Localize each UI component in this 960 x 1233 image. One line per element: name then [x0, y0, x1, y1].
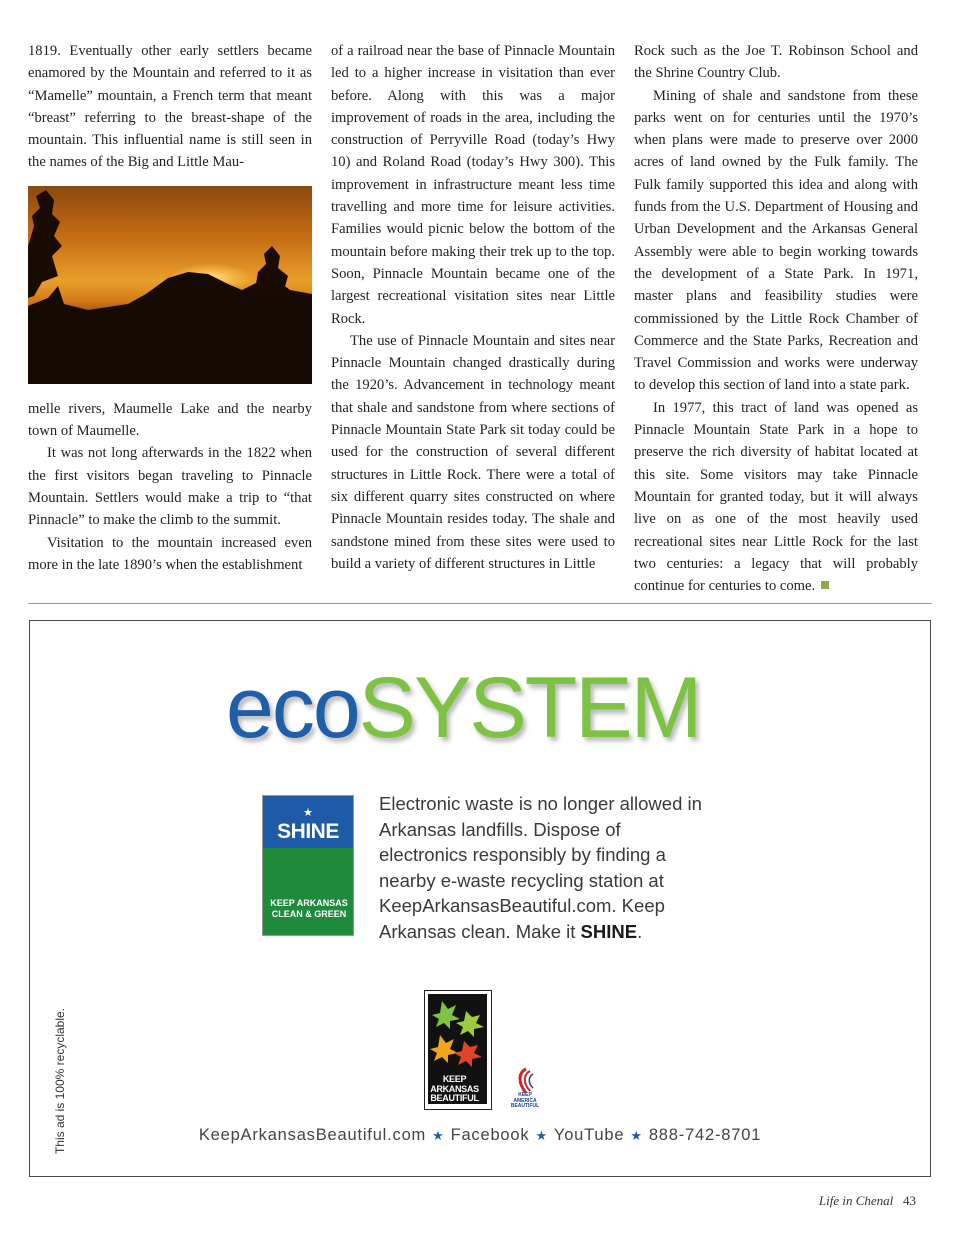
article-paragraph-last	[634, 397, 918, 598]
shine-logo	[262, 795, 354, 936]
facebook-link[interactable]: Facebook	[450, 1126, 530, 1144]
shine-tagline: KEEP ARKANSAS CLEAN & GREEN	[270, 898, 348, 919]
article-paragraph: Rock such as the Joe T. Robinson School and the Shrine Country Club.	[634, 43, 918, 82]
ad-body-text: Electronic waste is no longer allowed in Arkansas landfills. Dispose of electronics responsibly by finding a nearby e-waste recycling station at KeepArkansasBeautiful.com. Keep Arkansas clean. Make it SHINE.	[379, 793, 702, 942]
kam-wordmark: KEEP AMERICA BEAUTIFUL	[510, 1092, 540, 1109]
article-column-3	[634, 40, 918, 597]
article-paragraph: Mining of shale and sandstone from these parks went on for centuries until the 1970’s when plans were made to preserve over 2000 acres of land owned by the Fulk family. The Fulk family supported this idea and along with funds from the U.S. Department of Housing and Urban Development and the Arkansas General Assembly were able to begin working towards the development of a State Park. In 1971, master plans and feasibility studies were commissioned by the Little Rock Chamber of Commerce and the State Parks, Recreation and Travel Commission and works were underway to develop this section of land into a state park.	[634, 87, 918, 394]
kab-wordmark: KEEP ARKANSAS BEAUTIFUL	[430, 1074, 479, 1103]
headline-eco: eco	[226, 660, 359, 756]
star-icon: ★	[303, 807, 313, 819]
ecosystem-advertisement	[29, 620, 931, 1177]
sunset-mountain-photo	[28, 186, 312, 384]
recyclable-note: This ad is 100% recyclable.	[53, 1007, 67, 1155]
mountain-silhouette	[28, 186, 312, 384]
headline-system: SYSTEM	[358, 660, 701, 756]
article-paragraph: It was not long afterwards in the 1822 when the first visitors began traveling to Pinnacle Mountain. Settlers would make a trip to “that Pinnacle” to make the climb to the summit.	[28, 445, 312, 529]
leaves-icon	[428, 995, 488, 1075]
article-text: In 1977, this tract of land was opened as Pinnacle Mountain State Park in a hope to preserve the rich diversity of habitat located at this site. Some visitors may take Pinnacle Mountain for granted today, but it will always live on as one of the most heavily used recreational sites near Little Rock for the last two centuries: a legacy that will probably continue for centuries to come.	[634, 399, 918, 595]
ad-headline	[226, 660, 701, 756]
publication-name: Life in Chenal	[818, 1193, 894, 1208]
article-paragraph: melle rivers, Maumelle Lake and the nearby town of Maumelle.	[28, 400, 312, 440]
keep-arkansas-beautiful-logo	[424, 990, 492, 1110]
article-paragraph: 1819. Eventually other early settlers became enamored by the Mountain and referred to it as “Mamelle” mountain, a French term that meant “breast” referring to the breast-shape of the mountain. This influential name is still seen in the names of the Big and Little Mau-	[28, 43, 312, 171]
keep-america-beautiful-logo	[508, 1067, 542, 1109]
article-paragraph: of a railroad near the base of Pinnacle Mountain led to a higher increase in visitation than ever before. Along with this was a major improvement of roads in the area, including the construction of Perryville Road (today’s Hwy 10) and Roland Road (today’s Hwy 300). This improvement in infrastructure meant less time travelling and more time for leisure activities. Families would picnic below the bottom of the mountain before making their trek up to the top. Soon, Pinnacle Mountain became one of the largest recreational visitation sites near Little Rock.	[331, 43, 615, 327]
flag-swoosh-icon	[508, 1067, 542, 1095]
shine-wordmark: SHINE	[277, 820, 339, 843]
page-folio	[819, 1193, 916, 1209]
article-column-2	[331, 40, 615, 575]
article-paragraph: Visitation to the mountain increased even more in the late 1890’s when the establishment	[28, 534, 312, 573]
ad-contact-line	[30, 1126, 930, 1145]
shine-emphasis: SHINE	[580, 920, 638, 942]
star-icon: ★	[630, 1128, 643, 1143]
website-link[interactable]: KeepArkansasBeautiful.com	[198, 1126, 427, 1144]
star-icon: ★	[432, 1128, 445, 1143]
star-icon: ★	[535, 1128, 548, 1143]
article-column-1	[28, 40, 312, 576]
end-mark-icon	[821, 581, 829, 589]
article-paragraph: The use of Pinnacle Mountain and sites near Pinnacle Mountain changed drastically during the 1920’s. Advancement in technology meant that shale and sandstone from where sections of Pinnacle Mountain State Park sit today could be used for the construction of several different structures in Little Rock. There were a total of six different quarry sites constructed on where Pinnacle Mountain resides today. The shale and sandstone mined from these sites were used to build a variety of different structures in Little	[331, 332, 615, 572]
page-number: 43	[903, 1193, 916, 1208]
section-divider	[28, 603, 932, 604]
phone-number: 888-742-8701	[648, 1126, 762, 1144]
youtube-link[interactable]: YouTube	[553, 1126, 625, 1144]
